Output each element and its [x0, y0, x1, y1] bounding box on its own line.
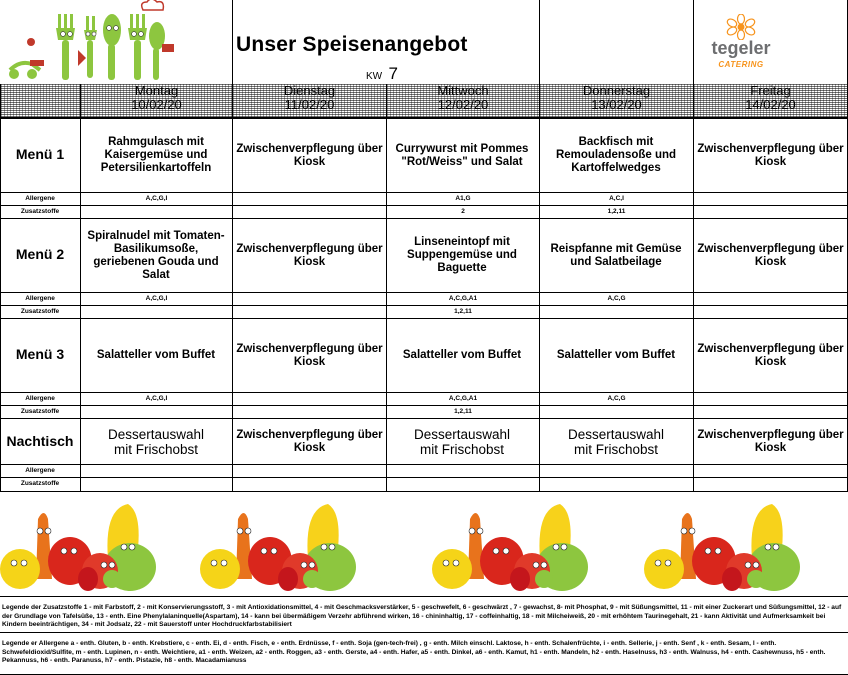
fruit-characters-image [0, 499, 200, 594]
dish-cell: Backfisch mit Remouladensoße und Kartoffelwedges [555, 136, 677, 174]
flower-icon [726, 14, 756, 40]
allergens-label: Allergene [25, 195, 55, 202]
dish-cell: Zwischenverpflegung über Kiosk [236, 428, 383, 454]
dish-cell: Currywurst mit Pommes "Rot/Weiss" und Salat [395, 142, 529, 168]
allergens-value: A,C,G [607, 395, 626, 402]
allergens-label: Allergene [25, 295, 55, 302]
day-name: Montag [134, 83, 179, 98]
day-header-mon [81, 84, 232, 117]
additives-label: Zusatzstoffe [20, 480, 60, 487]
day-header-tue [233, 84, 386, 117]
menu-label: Nachtisch [6, 433, 74, 449]
dish-cell: Zwischenverpflegung über Kiosk [236, 242, 383, 268]
fruit-characters-image [432, 499, 632, 594]
additives-value: 1,2,11 [607, 208, 626, 215]
dish-cell: Zwischenverpflegung über Kiosk [697, 342, 844, 368]
day-date: 13/02/20 [591, 97, 642, 112]
day-date: 11/02/20 [284, 97, 335, 112]
dish-cell: Salatteller vom Buffet [402, 349, 522, 361]
day-name: Mittwoch [437, 83, 489, 98]
allergens-value: A,C,G,I [145, 195, 168, 202]
dish-cell: Zwischenverpflegung über Kiosk [697, 242, 844, 268]
additives-legend: Legende der Zusatzstoffe 1 - mit Farbstoff, 2 - mit Konservierungsstoff, 3 - mit Antioxidationsmittel, 4 - mit Geschmacksverstärker, 5 - geschwefelt, 6 - geschwärzt , 7 - gewachst, 8- mit Phosphat, 9 - mit Süßungsmittel, 11 - mit einer Zuckerart und Süßungsmittel, 12 - auf der Grundlage von Tafelsüße, 13 - enth. Eine Phenylalaninquelle(Aspartam), 14 - kann bei übermäßigem Verzehr abführend wirken, 16 - chininhaltig, 17 - coffeinhaltig, 18 - mit Milcheiweiß, 20 - mit erhöhtem Taurinegehalt, 21 - kann Aktivität und Aufmerksamkeit bei Kindern beeinträchtigen, 34 - mit Jodsalz, 22 - mit Sauerstoff unter Hochdruckfarbstabilisiert [2, 604, 842, 629]
allergens-value: A,C,G,A1 [448, 295, 478, 302]
menu-label: Menü 3 [15, 346, 65, 362]
day-name: Donnerstag [582, 83, 651, 98]
dish-cell: Reispfanne mit Gemüse und Salatbeilage [550, 242, 682, 268]
brand-subtitle: CATERING [718, 60, 764, 69]
additives-label: Zusatzstoffe [20, 408, 60, 415]
allergens-value: A,C,I [609, 195, 624, 202]
allergens-label: Allergene [25, 395, 55, 402]
page-header [0, 0, 848, 84]
dish-cell: Linseneintopf mit Suppengemüse und Baguette [407, 236, 517, 274]
allergens-label: Allergene [25, 467, 55, 474]
additives-value: 1,2,11 [454, 308, 472, 315]
dish-cell: Salatteller vom Buffet [96, 349, 216, 361]
day-header-fri [694, 84, 847, 117]
dish-cell: Zwischenverpflegung über Kiosk [236, 342, 383, 368]
allergens-value: A,C,G,I [145, 395, 168, 402]
corner-cell [1, 84, 80, 117]
menu-label: Menü 2 [15, 246, 65, 262]
calendar-week [366, 64, 398, 84]
allergens-value: A1,G [455, 195, 471, 202]
calendar-week-number: 7 [388, 64, 398, 83]
calendar-week-label: KW [366, 71, 383, 82]
additives-label: Zusatzstoffe [20, 208, 60, 215]
dish-cell: Dessertauswahl mit Frischobst [567, 426, 665, 457]
cutlery-characters-logo [0, 0, 228, 84]
allergens-value: A,C,G,I [145, 295, 168, 302]
day-header-wed [387, 84, 539, 117]
day-date: 12/02/20 [437, 97, 489, 112]
dish-cell: Rahmgulasch mit Kaisergemüse und Petersilienkartoffeln [100, 136, 212, 174]
day-date: 14/02/20 [745, 97, 796, 112]
page-title: Unser Speisenangebot [236, 33, 468, 56]
fruit-characters-image [200, 499, 400, 594]
day-date: 10/02/20 [131, 97, 182, 112]
allergens-value: A,C,G,A1 [448, 395, 478, 402]
dish-cell: Zwischenverpflegung über Kiosk [236, 142, 383, 168]
brand-logo [698, 14, 784, 74]
additives-value: 1,2,11 [454, 408, 472, 415]
additives-value: 2 [461, 208, 465, 215]
dish-cell: Zwischenverpflegung über Kiosk [697, 142, 844, 168]
day-header-thu [540, 84, 693, 117]
dish-cell: Dessertauswahl mit Frischobst [107, 426, 205, 457]
allergens-legend: Legende er Allergene a - enth. Gluten, b - enth. Krebstiere, c - enth. Ei, d - enth. Fisch, e - enth. Erdnüsse, f - enth. Soja (gen-tech-frei) , g - enth. Milch einschl. Laktose, h - enth. Schalenfrüchte, i - enth. Sellerie, j - enth. Senf , k - enth. Sesam, l - enth. Schwefeldioxid/Sulfite, m - enth. Lupinen, n - enth. Weichtiere, a1 - enth. Weizen, a2 - enth. Roggen, a3 - enth. Gerste, a4 - enth. Hafer, a5 - enth. Dinkel, a6 - enth. Kamut, h1 - enth. Mandeln, h2 - enth. Haselnuss, h3 - enth. Walnuss, h4 - enth. Cashewnuss, h5 - enth. Pekannuss, h6 - enth. Paranuss, h7 - enth. Pistazie, h8 - enth. Macadamianuss [2, 640, 826, 665]
dish-cell: Dessertauswahl mit Frischobst [413, 426, 511, 457]
day-name: Dienstag [283, 83, 336, 98]
brand-name: tegeler [711, 38, 771, 58]
menu-label: Menü 1 [15, 146, 65, 162]
dish-cell: Salatteller vom Buffet [556, 349, 676, 361]
fruit-characters-image [644, 499, 844, 594]
day-name: Freitag [750, 83, 791, 98]
dish-cell: Spiralnudel mit Tomaten-Basilikumsoße, geriebenen Gouda und Salat [87, 229, 225, 281]
additives-label: Zusatzstoffe [20, 308, 60, 315]
allergens-value: A,C,G [607, 295, 626, 302]
dish-cell: Zwischenverpflegung über Kiosk [697, 428, 844, 454]
